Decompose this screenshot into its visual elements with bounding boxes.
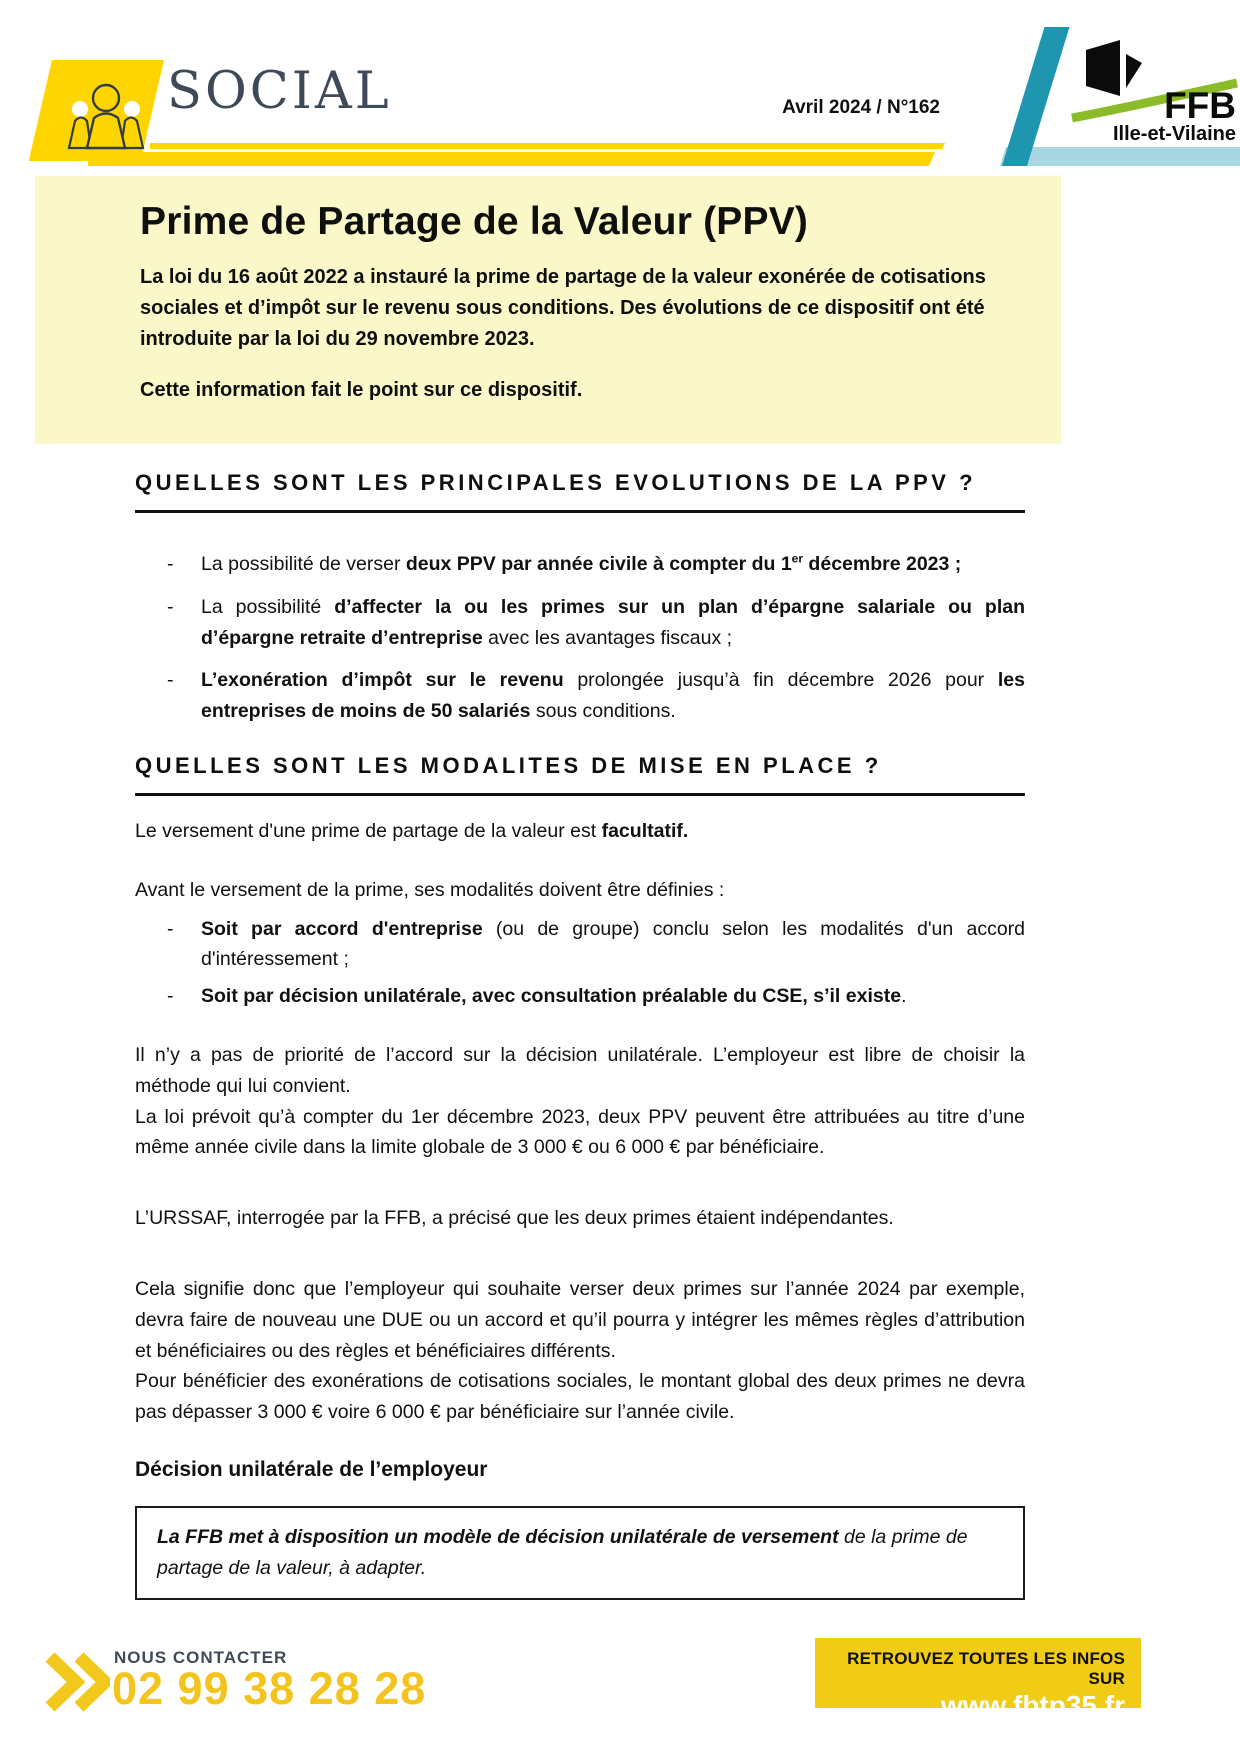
bullet-bold-text: L’exonération d’impôt sur le revenu xyxy=(201,669,564,692)
issue-label: Avril 2024 / N°162 xyxy=(782,97,940,118)
paragraph-facultatif xyxy=(135,816,1025,847)
bullet-bold-text: deux PPV par année civile à compter du 1 xyxy=(405,553,792,575)
list-item xyxy=(135,592,1025,654)
logo-building-right-icon xyxy=(1126,54,1142,88)
callout-bold-text: La FFB met à disposition un modèle de décision unilatérale de versement xyxy=(157,1525,839,1548)
bullet-bold-text: d’affecter la ou les primes sur un plan d’épargne salariale ou plan d’épargne retraite d’entreprise xyxy=(201,595,1025,649)
bullet-text: sous conditions. xyxy=(530,700,676,723)
evolutions-list xyxy=(135,549,1025,727)
section-heading-modalites: QUELLES SONT LES MODALITES DE MISE EN PLACE ? xyxy=(135,753,1025,796)
paragraph-urssaf: L’URSSAF, interrogée par la FFB, a précisé que les deux primes étaient indépendantes. xyxy=(135,1207,894,1230)
bullet-bold-text: les entreprises de moins de 50 salariés xyxy=(201,669,1025,723)
paragraph-text: Le versement d'une prime de partage de la valeur est xyxy=(135,819,602,842)
teal-slash-decoration xyxy=(1002,27,1069,166)
page-title: Prime de Partage de la Valeur (PPV) xyxy=(140,200,809,243)
list-item xyxy=(135,981,1025,1012)
ffb-logo-region: Ille-et-Vilaine xyxy=(1112,123,1236,145)
bullet-text: La possibilité xyxy=(201,595,335,618)
intro-note: Cette information fait le point sur ce dispositif. xyxy=(140,379,583,401)
bullet-bold-text: décembre 2023 ; xyxy=(803,553,962,575)
bullet-bold-text: Soit par accord d'entreprise xyxy=(201,917,483,940)
modalites-list xyxy=(135,914,1025,1012)
bullet-superscript: er xyxy=(791,551,804,566)
category-title: SOCIAL xyxy=(167,62,392,121)
main-content xyxy=(135,470,1025,1600)
paragraph-avant: Avant le versement de la prime, ses modalités doivent être définies : xyxy=(135,878,725,901)
list-item xyxy=(135,914,1025,976)
callout-box xyxy=(135,1506,1025,1600)
contact-label: NOUS CONTACTER xyxy=(114,1648,288,1667)
bullet-text: La possibilité de verser xyxy=(201,553,406,575)
bullet-text: prolongée jusqu’à fin décembre 2026 pour xyxy=(563,669,998,692)
logo-building-left-icon xyxy=(1086,40,1120,96)
people-icon xyxy=(58,76,154,158)
phone-number: 02 99 38 28 28 xyxy=(112,1663,427,1714)
bullet-text: . xyxy=(901,985,907,1008)
section-heading-evolutions: QUELLES SONT LES PRINCIPALES EVOLUTIONS DE LA PPV ? xyxy=(135,470,1025,513)
infos-label: RETROUVEZ TOUTES LES INFOS SUR xyxy=(847,1649,1125,1688)
intro-box xyxy=(35,176,1061,444)
paragraph-loi: La loi prévoit qu’à compter du 1er décembre 2023, deux PPV peuvent être attribuées au titre d’une même année civile dans la limite globale de 3 000 € ou 6 000 € par bénéficiaire. xyxy=(135,1105,1025,1159)
infos-box xyxy=(815,1638,1141,1721)
paragraph-priorite: Il n’y a pas de priorité de l’accord sur la décision unilatérale. L’employeur est libre de choisir la méthode qui lui convient. xyxy=(135,1043,1025,1097)
double-chevron-icon xyxy=(44,1652,110,1712)
intro-lead: La loi du 16 août 2022 a instauré la prime de partage de la valeur exonérée de cotisations sociales et d’impôt sur le revenu sous conditions. Des évolutions de ce dispositif ont été introduite par la loi du 29 novembre 2023. xyxy=(140,266,986,350)
subheading-decision-unilaterale: Décision unilatérale de l’employeur xyxy=(135,1457,488,1481)
paragraph-bold-text: facultatif. xyxy=(601,819,689,842)
ffb-logo xyxy=(1070,38,1240,148)
paragraph-pour: Pour bénéficier des exonérations de cotisations sociales, le montant global des deux primes ne devra pas dépasser 3 000 € voire 6 000 € par bénéficiaire sur l’année civile. xyxy=(135,1370,1025,1424)
bullet-text: avec les avantages fiscaux ; xyxy=(482,626,733,649)
paragraph-cela: Cela signifie donc que l’employeur qui souhaite verser deux primes sur l’année 2024 par exemple, devra faire de nouveau une DUE ou un accord et qu’il pourra y intégrer les mêmes règles d’attribution et bénéficiaires ou des règles et bénéficiaires différents. xyxy=(135,1277,1025,1362)
callout-text: de la prime de partage de la valeur, à adapter. xyxy=(157,1525,968,1580)
bullet-bold-text: Soit par décision unilatérale, avec consultation préalable du CSE, s’il existe xyxy=(201,985,902,1008)
ffb-logo-acronym: FFB xyxy=(1164,85,1236,126)
list-item xyxy=(135,549,1025,580)
list-item xyxy=(135,665,1025,727)
light-blue-band xyxy=(1000,147,1240,166)
header-stripe-thick xyxy=(88,152,935,166)
website-link[interactable]: www.fbtp35.fr xyxy=(940,1690,1125,1721)
bullet-text: (ou de groupe) conclu selon les modalités d'un accord d'intéressement ; xyxy=(201,917,1026,971)
header-stripe-thin xyxy=(150,143,945,149)
